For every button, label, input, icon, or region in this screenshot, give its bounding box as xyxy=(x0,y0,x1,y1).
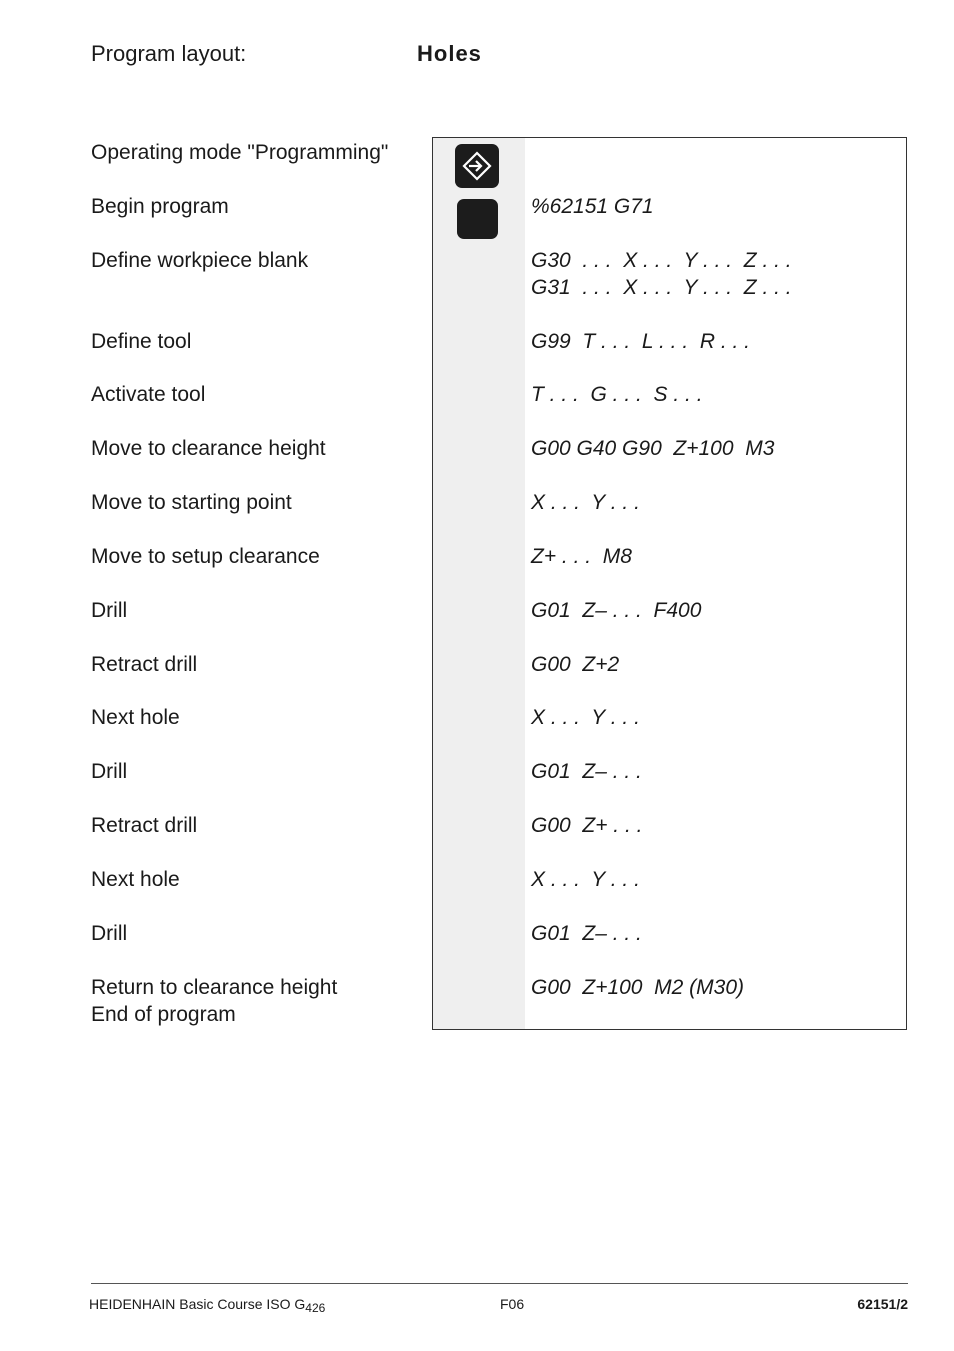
row-label: Define tool xyxy=(91,330,192,353)
programming-mode-key-icon xyxy=(461,150,493,182)
row-code: X . . . Y . . . xyxy=(531,706,640,729)
row-label: Operating mode "Programming" xyxy=(91,141,389,164)
row-label: Move to clearance height xyxy=(91,437,326,460)
row-code: G00 Z+100 M2 (M30) xyxy=(531,976,745,999)
page-title: Holes xyxy=(417,41,482,66)
row-label: End of program xyxy=(91,1003,236,1026)
row-code: G00 Z+2 xyxy=(531,653,620,676)
row-code: X . . . Y . . . xyxy=(531,868,640,891)
footer-center: F06 xyxy=(500,1296,525,1312)
footer-left: HEIDENHAIN Basic Course ISO $G_{426}$ xyxy=(89,1296,326,1315)
footer-rule xyxy=(91,1283,908,1284)
row-label: Activate tool xyxy=(91,383,206,406)
row-label: Drill xyxy=(91,760,128,783)
row-label: Retract drill xyxy=(91,653,198,676)
programming-mode-key[interactable] xyxy=(455,144,499,188)
row-code: G99 T . . . L . . . R . . . xyxy=(531,330,751,353)
row-code: G01 Z– . . . F400 xyxy=(531,599,702,622)
row-label: Return to clearance height xyxy=(91,976,338,999)
key-column xyxy=(433,138,525,1029)
row-code: G01 Z– . . . xyxy=(531,760,642,783)
row-label: Retract drill xyxy=(91,814,198,837)
row-code: G30 . . . X . . . Y . . . Z . . . xyxy=(531,249,792,272)
row-label: Drill xyxy=(91,599,128,622)
row-code: Z+ . . . M8 xyxy=(531,545,632,568)
row-code: %62151 G71 xyxy=(531,195,654,218)
header-label: Program layout: xyxy=(91,41,247,66)
row-label: Define workpiece blank xyxy=(91,249,309,272)
row-label: Move to starting point xyxy=(91,491,292,514)
row-code: G01 Z– . . . xyxy=(531,922,642,945)
row-label: Next hole xyxy=(91,706,180,729)
row-code: G00 Z+ . . . xyxy=(531,814,643,837)
row-code: X . . . Y . . . xyxy=(531,491,640,514)
row-label: Begin program xyxy=(91,195,229,218)
row-code: G00 G40 G90 Z+100 M3 xyxy=(531,437,775,460)
row-code: T . . . G . . . S . . . xyxy=(531,383,703,406)
row-code: G31 . . . X . . . Y . . . Z . . . xyxy=(531,276,792,299)
row-label: Drill xyxy=(91,922,128,945)
blank-key[interactable] xyxy=(457,199,498,239)
row-label: Next hole xyxy=(91,868,180,891)
row-label: Move to setup clearance xyxy=(91,545,320,568)
footer-page-number: 62151/2 xyxy=(857,1296,908,1312)
